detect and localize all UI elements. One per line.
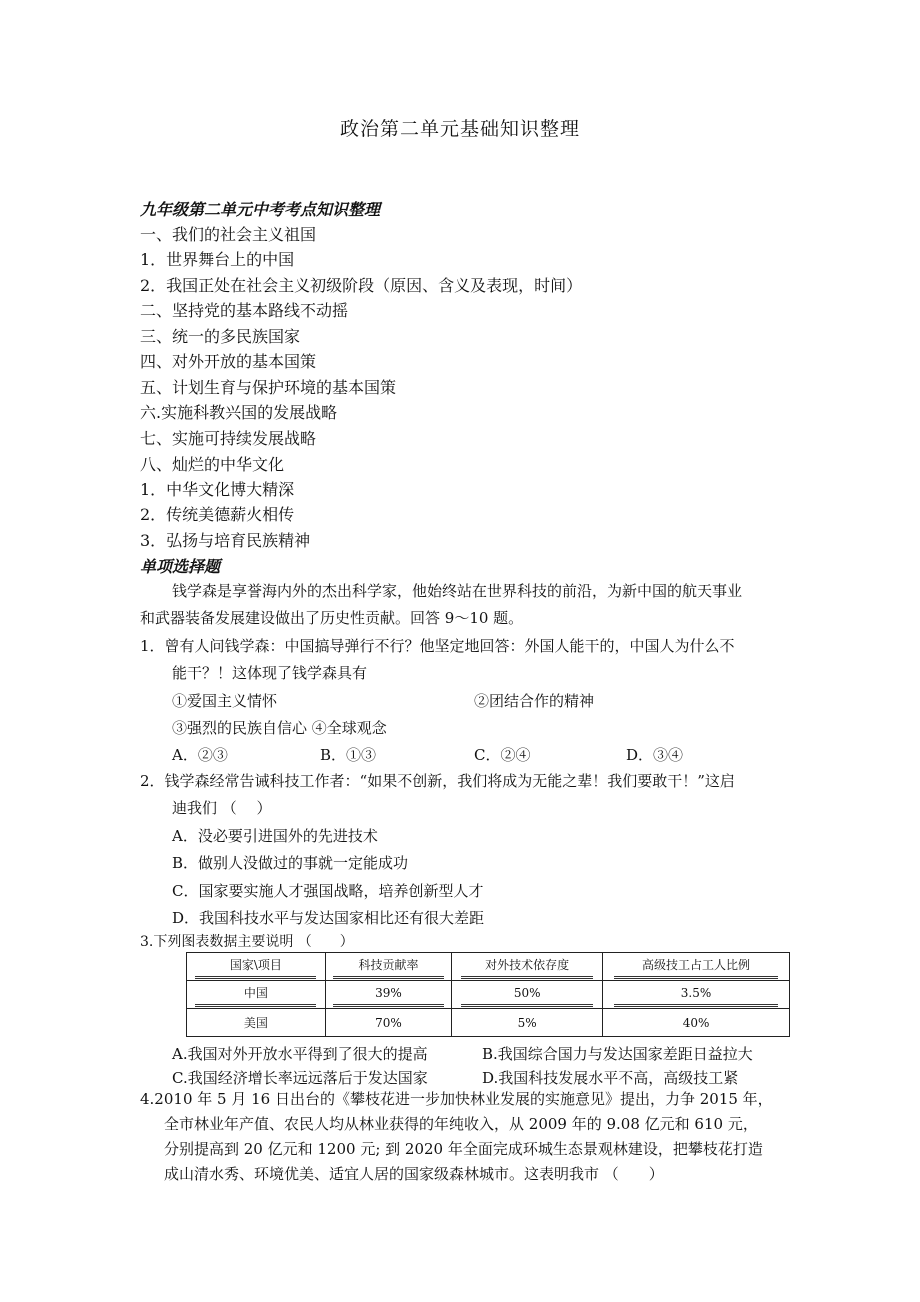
- outline-item: 四、对外开放的基本国策: [140, 352, 317, 371]
- table-header: 高级技工占工人比例: [603, 953, 790, 981]
- outline-item: 2．传统美德薪火相传: [140, 505, 295, 524]
- outline-item: 1．世界舞台上的中国: [140, 250, 295, 269]
- q3-stem: 3.下列图表数据主要说明 （ ）: [140, 934, 354, 950]
- section-heading: 单项选择题: [140, 557, 221, 576]
- data-table: [186, 952, 790, 1037]
- q4-stem-cont: 成山清水秀、环境优美、适宜人居的国家级森林城市。这表明我市 （ ）: [164, 1165, 664, 1183]
- table-cell: 3.5%: [603, 981, 790, 1009]
- table-cell: 39%: [325, 981, 452, 1009]
- q4-stem: 4.2010 年 5 月 16 日出台的《攀枝花进一步加快林业发展的实施意见》提出，力争 2015 年，: [140, 1090, 773, 1108]
- table-header: 科技贡献率: [325, 953, 452, 981]
- table-header: 国家\项目: [187, 953, 326, 981]
- outline-item: 七、实施可持续发展战略: [140, 429, 317, 448]
- q1-statement: ①爱国主义情怀: [172, 692, 278, 710]
- q4-stem-cont: 全市林业年产值、农民人均从林业获得的年纯收入，从 2009 年的 9.08 亿元和 610 元，: [164, 1115, 758, 1133]
- q2-stem-cont: 迪我们 （ ）: [172, 799, 272, 817]
- table-cell: 5%: [452, 1009, 603, 1037]
- q3-option-a: A.我国对外开放水平得到了很大的提高: [172, 1045, 428, 1063]
- intro-line: 和武器装备发展建设做出了历史性贡献。回答 9～10 题。: [140, 609, 524, 627]
- q3-option-c: C.我国经济增长率远远落后于发达国家: [172, 1069, 428, 1087]
- q2-option-c: C．国家要实施人才强国战略，培养创新型人才: [172, 882, 484, 900]
- outline-item: 1．中华文化博大精深: [140, 480, 295, 499]
- q1-option-d: D．③④: [626, 746, 684, 764]
- table-row: [187, 981, 790, 1009]
- intro-line: 钱学森是享誉海内外的杰出科学家，他始终站在世界科技的前沿，为新中国的航天事业: [172, 582, 743, 600]
- q1-stem-cont: 能干？！这体现了钱学森具有: [172, 664, 368, 682]
- outline-item: 3．弘扬与培育民族精神: [140, 531, 311, 550]
- table-cell: 50%: [452, 981, 603, 1009]
- q1-statement: ②团结合作的精神: [474, 692, 595, 710]
- q2-option-b: B．做别人没做过的事就一定能成功: [172, 854, 409, 872]
- q3-option-b: B.我国综合国力与发达国家差距日益拉大: [482, 1045, 753, 1063]
- q1-option-c: C．②④: [474, 746, 531, 764]
- outline-item: 六.实施科教兴国的发展战略: [140, 403, 338, 422]
- table-cell: 70%: [325, 1009, 452, 1037]
- outline-item: 二、坚持党的基本路线不动摇: [140, 301, 349, 320]
- q2-option-d: D．我国科技水平与发达国家相比还有很大差距: [172, 909, 485, 927]
- table-cell: 美国: [187, 1009, 326, 1037]
- outline-item: 八、灿烂的中华文化: [140, 455, 285, 474]
- table-cell: 40%: [603, 1009, 790, 1037]
- q1-option-a: A．②③: [172, 746, 228, 764]
- outline-item: 一、我们的社会主义祖国: [140, 225, 317, 244]
- q1-stem: 1．曾有人问钱学森：中国搞导弹行不行？他坚定地回答：外国人能干的，中国人为什么不: [140, 637, 735, 655]
- table-cell: 中国: [187, 981, 326, 1009]
- table-row: [187, 1009, 790, 1037]
- q4-stem-cont: 分别提高到 20 亿元和 1200 元; 到 2020 年全面完成环城生态景观林建设，把攀枝花打造: [164, 1140, 763, 1158]
- table-header-row: [187, 953, 790, 981]
- q1-statement: ③强烈的民族自信心 ④全球观念: [172, 719, 387, 737]
- page-title: 政治第二单元基础知识整理: [339, 118, 580, 140]
- q2-option-a: A．没必要引进国外的先进技术: [172, 827, 378, 845]
- outline-item: 2．我国正处在社会主义初级阶段（原因、含义及表现，时间）: [140, 276, 583, 295]
- outline-item: 三、统一的多民族国家: [140, 327, 301, 346]
- q1-option-b: B．①③: [320, 746, 377, 764]
- outline-heading: 九年级第二单元中考考点知识整理: [140, 200, 381, 219]
- q2-stem: 2．钱学森经常告诫科技工作者：“如果不创新，我们将成为无能之辈！我们要敢干！”这启: [140, 772, 735, 790]
- q3-option-d: D.我国科技发展水平不高，高级技工紧: [482, 1069, 739, 1087]
- outline-item: 五、计划生育与保护环境的基本国策: [140, 378, 397, 397]
- table-header: 对外技术依存度: [452, 953, 603, 981]
